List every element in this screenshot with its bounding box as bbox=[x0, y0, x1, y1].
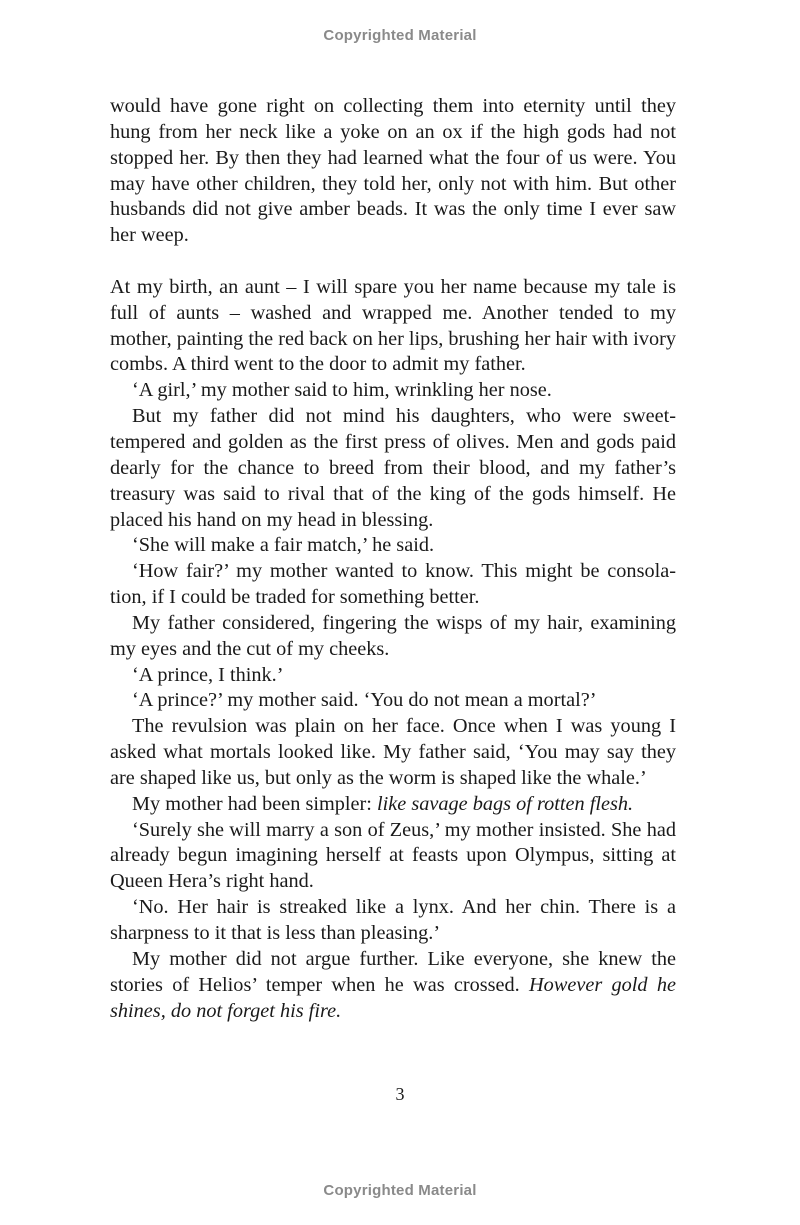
paragraph: ‘How fair?’ my mother wanted to know. This might be consolation, if I could be traded for something better. bbox=[110, 560, 676, 609]
paragraph: ‘A prince, I think.’ bbox=[132, 663, 284, 686]
paragraph-text: My mother did not argue further. Like everyone, she knew the stories of Helios’ temper when he was crossed. bbox=[110, 947, 676, 996]
paragraph-text: My mother had been simpler: bbox=[132, 792, 378, 815]
copyright-watermark-top: Copyrighted Material bbox=[323, 27, 477, 44]
paragraph bbox=[110, 792, 676, 818]
body-text bbox=[110, 94, 676, 1024]
paragraph: ‘A prince?’ my mother said. ‘You do not mean a mortal?’ bbox=[132, 689, 597, 712]
paragraph: My father considered, fingering the wisps of my hair, examining my eyes and the cut of my cheeks. bbox=[110, 611, 676, 660]
italic-text: However gold he shines, do not forget his fire. bbox=[110, 973, 676, 1022]
italic-text: like savage bags of rotten flesh. bbox=[377, 792, 634, 815]
paragraph: ‘Surely she will marry a son of Zeus,’ my mother insisted. She had already begun imagining herself at feasts upon Olympus, sitting at Queen Hera’s right hand. bbox=[110, 818, 676, 893]
page-number: 3 bbox=[395, 1084, 405, 1104]
paragraph: ‘A girl,’ my mother said to him, wrinkling her nose. bbox=[132, 379, 552, 402]
paragraph: At my birth, an aunt – I will spare you her name because my tale is full of aunts – washed and wrapped me. Another tended to my mother, painting the red back on her lips, brushing her hair with ivory combs. A third went to the door to admit my father. bbox=[110, 275, 676, 376]
paragraph: ‘No. Her hair is streaked like a lynx. And her chin. There is a sharpness to it that is less than pleasing.’ bbox=[110, 896, 676, 944]
paragraph bbox=[110, 947, 676, 1025]
paragraph: ‘She will make a fair match,’ he said. bbox=[132, 534, 435, 557]
paragraph: would have gone right on collecting them into eternity until they hung from her neck like a yoke on an ox if the high gods had not stopped her. By then they had learned what the four of us were. You may have other children, they told her, only not with him. But other husbands did not give amber beads. It was the only time I ever saw her weep. bbox=[110, 95, 676, 247]
copyright-watermark-bottom: Copyrighted Material bbox=[323, 1182, 477, 1199]
paragraph: The revulsion was plain on her face. Once when I was young I asked what mortals looked like. My father said, ‘You may say they are shaped like us, but only as the worm is shaped like the whale.’ bbox=[110, 715, 676, 789]
paragraph: But my father did not mind his daughters, who were sweettempered and golden as the first press of olives. Men and gods paid dearly for the chance to breed from their blood, and my father’s treasury was said to rival that of the king of the gods himself. He placed his hand on my head in blessing. bbox=[110, 405, 676, 531]
